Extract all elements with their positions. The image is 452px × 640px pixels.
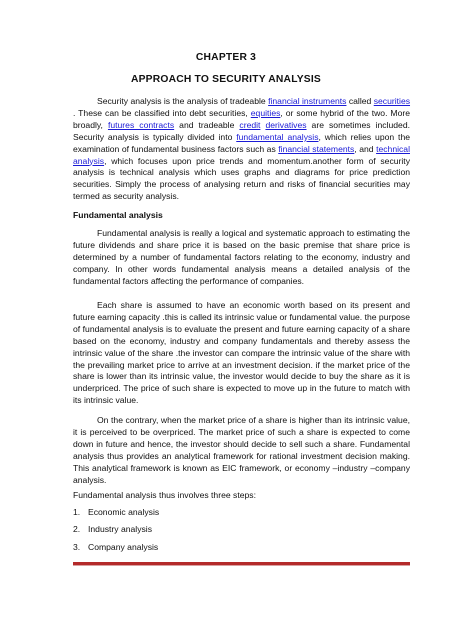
intro-text: , or some hybrid of the two. More broadly, <box>73 107 410 130</box>
intro-text: and tradeable <box>174 119 240 130</box>
link-financial-statements[interactable]: financial statements <box>278 143 355 154</box>
step-number: 1. <box>73 507 81 517</box>
link-derivatives[interactable]: derivatives <box>265 119 307 130</box>
steps-intro: Fundamental analysis thus involves three steps: <box>73 490 256 500</box>
footer-rule <box>73 562 410 566</box>
link-equities[interactable]: equities <box>250 107 281 118</box>
fundamental-paragraph-3: On the contrary, when the market price of a share is higher than its intrinsic value, it is perceived to be overpriced. The market price of such a share is expected to come down in future and hence, the investor should decide to sell such a share. Fundamental analysis thus provides an analytical framework for rational investment decision making. This analytical framework is known as EIC framework, or economy –industry –company analysis. <box>73 415 410 485</box>
intro-text: . These can be classified into debt securities, <box>73 107 251 118</box>
step-item <box>73 524 152 534</box>
link-financial-instruments[interactable]: financial instruments <box>268 96 347 106</box>
chapter-label: CHAPTER 3 <box>195 52 257 63</box>
fundamental-paragraph-1: Fundamental analysis is really a logical and systematic approach to estimating the future dividends and share price it is based on the basic premise that share price is determined by a number of fundamental factors relating to the economy, industry and company. In other words fundamental analysis means a detailed analysis of the fundamental factors affecting the performance of companies. <box>73 228 410 286</box>
step-item <box>73 507 159 517</box>
intro-text: , which relies upon the examination of fundamental business factors such as <box>73 131 410 154</box>
intro-text: , which focuses upon price trends and momentum.another form of security analysis is technical analysis which uses graphs and diagrams for price prediction securities. Simply the process of analysing return and risks of financial securities may termed as security analysis. <box>73 155 410 202</box>
section-heading: Fundamental analysis <box>73 210 163 220</box>
link-credit[interactable]: credit <box>239 119 261 130</box>
link-securities[interactable]: securities <box>373 96 411 106</box>
step-number: 2. <box>73 524 81 534</box>
step-label: Industry analysis <box>88 524 153 534</box>
link-fundamental-analysis[interactable]: fundamental analysis <box>236 131 319 142</box>
chapter-title: APPROACH TO SECURITY ANALYSIS <box>130 74 322 85</box>
fundamental-paragraph-2: Each share is assumed to have an economic worth based on its present and future earning capacity .this is called its intrinsic value or fundamental value. the purpose of fundamental analysis is to evaluate the present and future earning capacity of a share based on the economy, industry and company fundamentals and thereby assess the intrinsic value of the share .the investor can compare the intrinsic value of the share with the prevailing market price to arrive at an investment decision. if the market price of the share is lower than its intrinsic value, the investor would decide to buy the share as it is underpriced. The price of such share is expected to move up in the future to match with its intrinsic value. <box>73 300 410 406</box>
intro-text: , and <box>354 143 377 154</box>
step-item <box>73 542 158 552</box>
intro-text: called <box>346 96 374 106</box>
link-futures-contracts[interactable]: futures contracts <box>107 119 175 130</box>
intro-text: Security analysis is the analysis of tradeable <box>97 96 269 106</box>
intro-text: are sometimes included. Security analysis is typically divided into <box>73 119 410 142</box>
intro-paragraph <box>73 96 410 203</box>
step-label: Company analysis <box>88 542 159 552</box>
step-label: Economic analysis <box>88 507 160 517</box>
link-technical-analysis[interactable]: technical analysis <box>73 143 410 166</box>
step-number: 3. <box>73 542 81 552</box>
